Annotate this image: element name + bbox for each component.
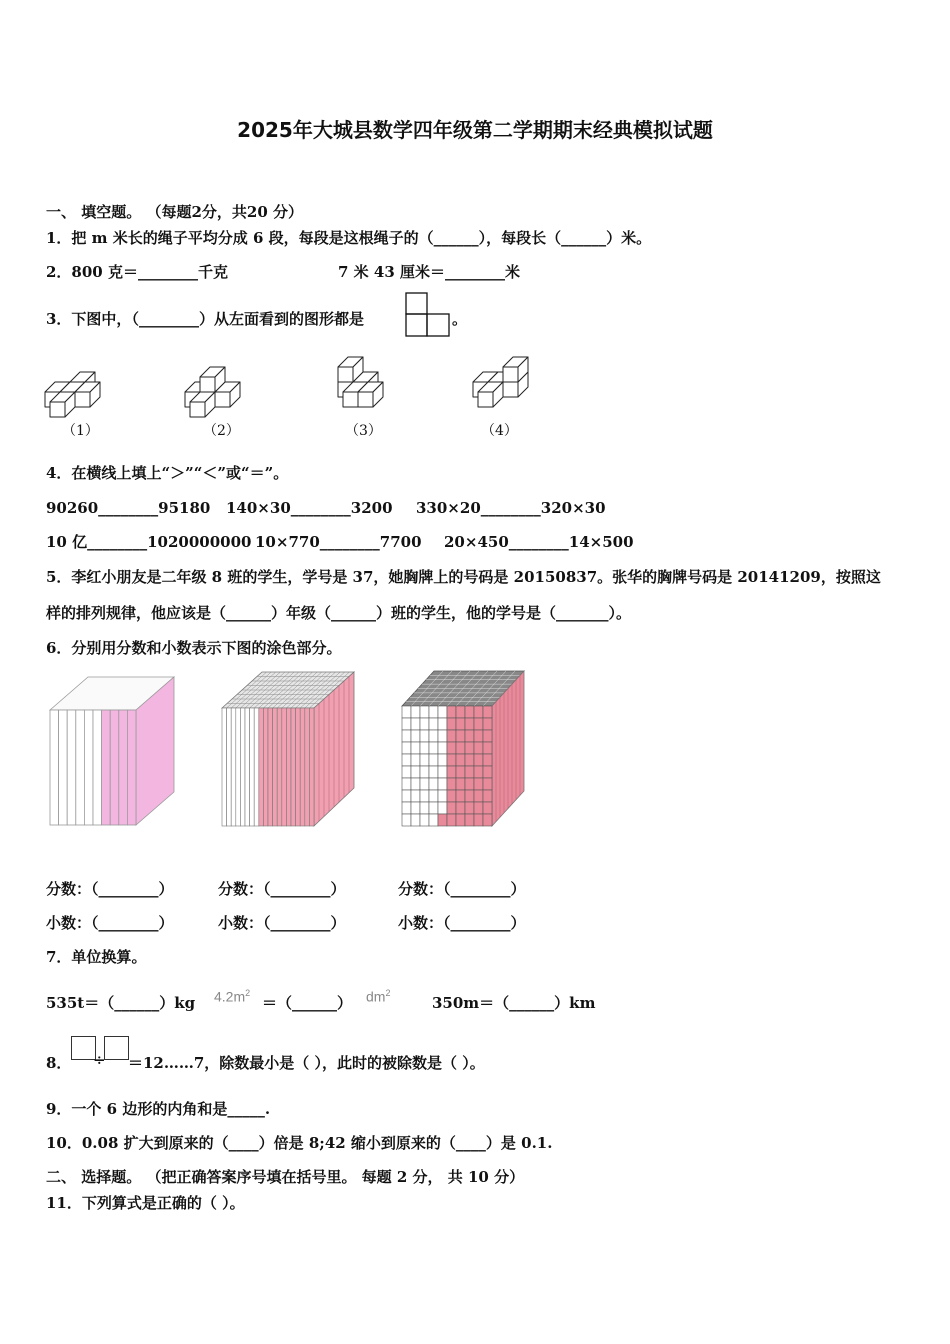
figure-2-strip [263,708,268,826]
figure-3-cell [420,706,429,718]
q4-item-6: 20×450________14×500 [444,533,634,551]
figure-3-cell [456,754,465,766]
figure-3-cell [438,778,447,790]
figure-3-cell [474,778,483,790]
figure-3-cell [483,814,492,826]
figure-3-cell [420,778,429,790]
figure-3-cell [456,730,465,742]
question-5-line-2: 样的排列规律，他应该是（______）年级（______）班的学生，他的学号是（_______）。 [46,604,632,622]
figure-2-strip [231,708,236,826]
q7-item-3: 350m＝（______）km [432,994,596,1012]
q4-item-5: 10×770________7700 [255,533,422,551]
shaded-figure-1 [50,672,180,832]
figure-1-strip [84,710,93,825]
figure-3-cell [465,802,474,814]
cube-figure-4 [458,345,548,415]
figure-2-strip [236,708,241,826]
figure-1-strip [102,710,111,825]
cube-front-face [50,402,65,417]
figure-3-cell [456,802,465,814]
figure-3-cell [420,730,429,742]
figure-3-cell [402,778,411,790]
figure-3-cell [411,706,420,718]
figure-3-cell [411,742,420,754]
figure-3-cell [438,790,447,802]
figure-3-cell [447,814,456,826]
figure-3-cell [411,718,420,730]
figure-3-cell [429,706,438,718]
cube-front-face [343,392,358,407]
figure-3-cell [465,742,474,754]
fraction-answer-3: 分数：（________） [398,880,526,898]
figure-3-cell [420,718,429,730]
figure-2-strip [268,708,273,826]
figure-3-cell [447,766,456,778]
figure-3-cell [429,778,438,790]
figure-3-cell [411,814,420,826]
question-6: 6．分别用分数和小数表示下图的涂色部分。 [46,639,342,657]
figure-3-cell [429,742,438,754]
figure-3-cell [483,790,492,802]
figure-3-cell [483,730,492,742]
figure-3-cell [483,754,492,766]
cube-figure-3 [323,345,413,415]
question-3-end: 。 [452,310,468,328]
figure-3-cell [456,706,465,718]
shaded-figure-3 [400,668,530,833]
figure-3-cell [474,754,483,766]
q4-item-3: 330×20________320×30 [416,499,606,517]
figure-2-strip [222,708,227,826]
figure-3-cell [465,766,474,778]
figure-1-strip [119,710,128,825]
figure-3-cell [438,814,447,826]
fraction-answer-2: 分数：（________） [218,880,346,898]
question-11: 11．下列算式是正确的（ ）。 [46,1194,245,1212]
figure-2-strip [273,708,278,826]
figure-3-cell [429,790,438,802]
section-2-header: 二、 选择题。 （把正确答案序号填在括号里。 每题 2 分， 共 10 分） [46,1168,525,1186]
cube-front-face [75,392,90,407]
figure-3-cell [474,814,483,826]
figure-3-cell [456,742,465,754]
question-2a: 2．800 克＝________千克 [46,263,228,281]
figure-3-cell [474,790,483,802]
shaded-figure-2 [222,668,357,833]
caption-1: （1） [62,423,99,439]
question-9: 9．一个 6 边形的内角和是_____. [46,1100,271,1118]
question-2b: 7 米 43 厘米＝________米 [338,263,520,281]
figure-3-cell [483,766,492,778]
q4-item-1: 90260________95180 [46,499,211,517]
figure-3-cell [420,742,429,754]
cube-front-face [503,382,518,397]
figure-3-cell [456,766,465,778]
question-7: 7．单位换算。 [46,948,147,966]
figure-1-strip [127,710,136,825]
figure-3-cell [402,790,411,802]
caption-3: （3） [345,423,382,439]
figure-2-strip [259,708,264,826]
figure-3-cell [429,718,438,730]
figure-2-strip [254,708,259,826]
q7-area-value: $4.2m^2$ [214,988,251,1005]
figure-3-cell [483,802,492,814]
cube-figure-2 [180,345,270,415]
figure-1-strip [93,710,102,825]
figure-3-cell [420,790,429,802]
figure-3-cell [438,718,447,730]
divisor-box [104,1036,129,1060]
figure-3-cell [429,730,438,742]
question-8-number: 8． [46,1054,72,1072]
figure-3-cell [474,802,483,814]
figure-3-cell [411,730,420,742]
decimal-answer-1: 小数：（________） [46,914,174,932]
figure-2-strip [282,708,287,826]
figure-3-cell [402,754,411,766]
figure-3-cell [402,802,411,814]
figure-3-cell [402,730,411,742]
figure-3-cell [429,754,438,766]
question-5-line-1: 5．李红小朋友是二年级 8 班的学生，学号是 37，她胸牌上的号码是 20150837。张华的胸牌号码是 20141209，按照这 [46,568,881,586]
figure-1-strip [110,710,119,825]
figure-3-cell [456,790,465,802]
figure-3-cell [465,754,474,766]
figure-2-strip [305,708,310,826]
question-1: 1．把 m 米长的绳子平均分成 6 段，每段是这根绳子的（______），每段长（______）米。 [46,229,652,247]
figure-2-strip [250,708,255,826]
figure-3-cell [411,766,420,778]
figure-3-cell [447,778,456,790]
figure-2-strip [300,708,305,826]
cube-front-face [358,392,373,407]
figure-3-cell [474,730,483,742]
figure-3-cell [456,718,465,730]
caption-4: （4） [481,423,518,439]
q4-item-2: 140×30________3200 [226,499,393,517]
figure-3-cell [420,766,429,778]
figure-1-strip [50,710,59,825]
question-10: 10．0.08 扩大到原来的（____）倍是 8;42 缩小到原来的（____）是 0.1. [46,1134,553,1152]
figure-3-cell [483,778,492,790]
figure-3-cell [456,814,465,826]
figure-3-cell [411,778,420,790]
figure-3-cell [483,706,492,718]
figure-2-strip [227,708,232,826]
figure-3-cell [420,754,429,766]
question-3: 3．下图中，（________）从左面看到的图形都是 [46,310,364,328]
left-view-shape [405,292,451,338]
figure-3-cell [438,706,447,718]
figure-2-strip [291,708,296,826]
figure-2-strip [240,708,245,826]
figure-2-strip [286,708,291,826]
cube-front-face [338,367,353,382]
caption-2: （2） [203,423,240,439]
figure-3-cell [438,742,447,754]
q7-item-2: ＝（______） [262,994,353,1012]
figure-3-cell [474,766,483,778]
figure-3-cell [465,778,474,790]
figure-2-strip [296,708,301,826]
figure-3-cell [402,742,411,754]
figure-3-cell [420,814,429,826]
figure-1-strip [67,710,76,825]
figure-2-strip [245,708,250,826]
figure-3-cell [465,706,474,718]
figure-3-cell [429,814,438,826]
cube-front-face [503,367,518,382]
figure-3-cell [465,790,474,802]
q4-item-4: 10 亿________1020000000 [46,533,252,551]
figure-3-cell [447,802,456,814]
cube-figure-1 [40,345,130,415]
figure-3-cell [447,742,456,754]
figure-3-cell [402,706,411,718]
figure-3-cell [447,718,456,730]
figure-3-cell [438,730,447,742]
figure-3-cell [429,802,438,814]
decimal-answer-2: 小数：（________） [218,914,346,932]
figure-3-cell [402,766,411,778]
figure-3-cell [447,730,456,742]
figure-3-cell [438,802,447,814]
q7-area-unit: $dm^2$ [366,988,391,1005]
figure-3-cell [411,802,420,814]
q7-item-1: 535t＝（______）kg [46,994,196,1012]
cube-front-face [190,402,205,417]
figure-3-cell [447,754,456,766]
figure-3-cell [411,754,420,766]
question-8: ＝12……7，除数最小是（ ），此时的被除数是（ ）。 [128,1054,485,1072]
decimal-answer-3: 小数：（________） [398,914,526,932]
section-1-header: 一、 填空题。 （每题2分，共20 分） [46,203,303,221]
figure-3-cell [420,802,429,814]
figure-3-cell [474,742,483,754]
figure-3-cell [447,706,456,718]
figure-3-cell [456,778,465,790]
figure-1-strip [76,710,85,825]
cube-front-face [478,392,493,407]
figure-3-cell [411,790,420,802]
figure-3-cell [483,742,492,754]
fraction-answer-1: 分数：（________） [46,880,174,898]
figure-3-cell [483,718,492,730]
page-title: 2025年大城县数学四年级第二学期期末经典模拟试题 [237,118,713,142]
figure-3-cell [429,766,438,778]
figure-3-cell [465,718,474,730]
cube-front-face [215,392,230,407]
figure-3-cell [447,790,456,802]
figure-2-strip [309,708,314,826]
figure-3-cell [402,814,411,826]
figure-3-cell [474,718,483,730]
cube-front-face [200,377,215,392]
figure-3-cell [465,814,474,826]
figure-3-cell [474,706,483,718]
figure-3-cell [438,754,447,766]
figure-3-cell [438,766,447,778]
figure-3-cell [465,730,474,742]
figure-1-strip [59,710,68,825]
figure-2-strip [277,708,282,826]
figure-3-cell [402,718,411,730]
division-sign: ÷ [93,1051,106,1069]
question-4: 4．在横线上填上“＞”“＜”或“＝”。 [46,464,289,482]
